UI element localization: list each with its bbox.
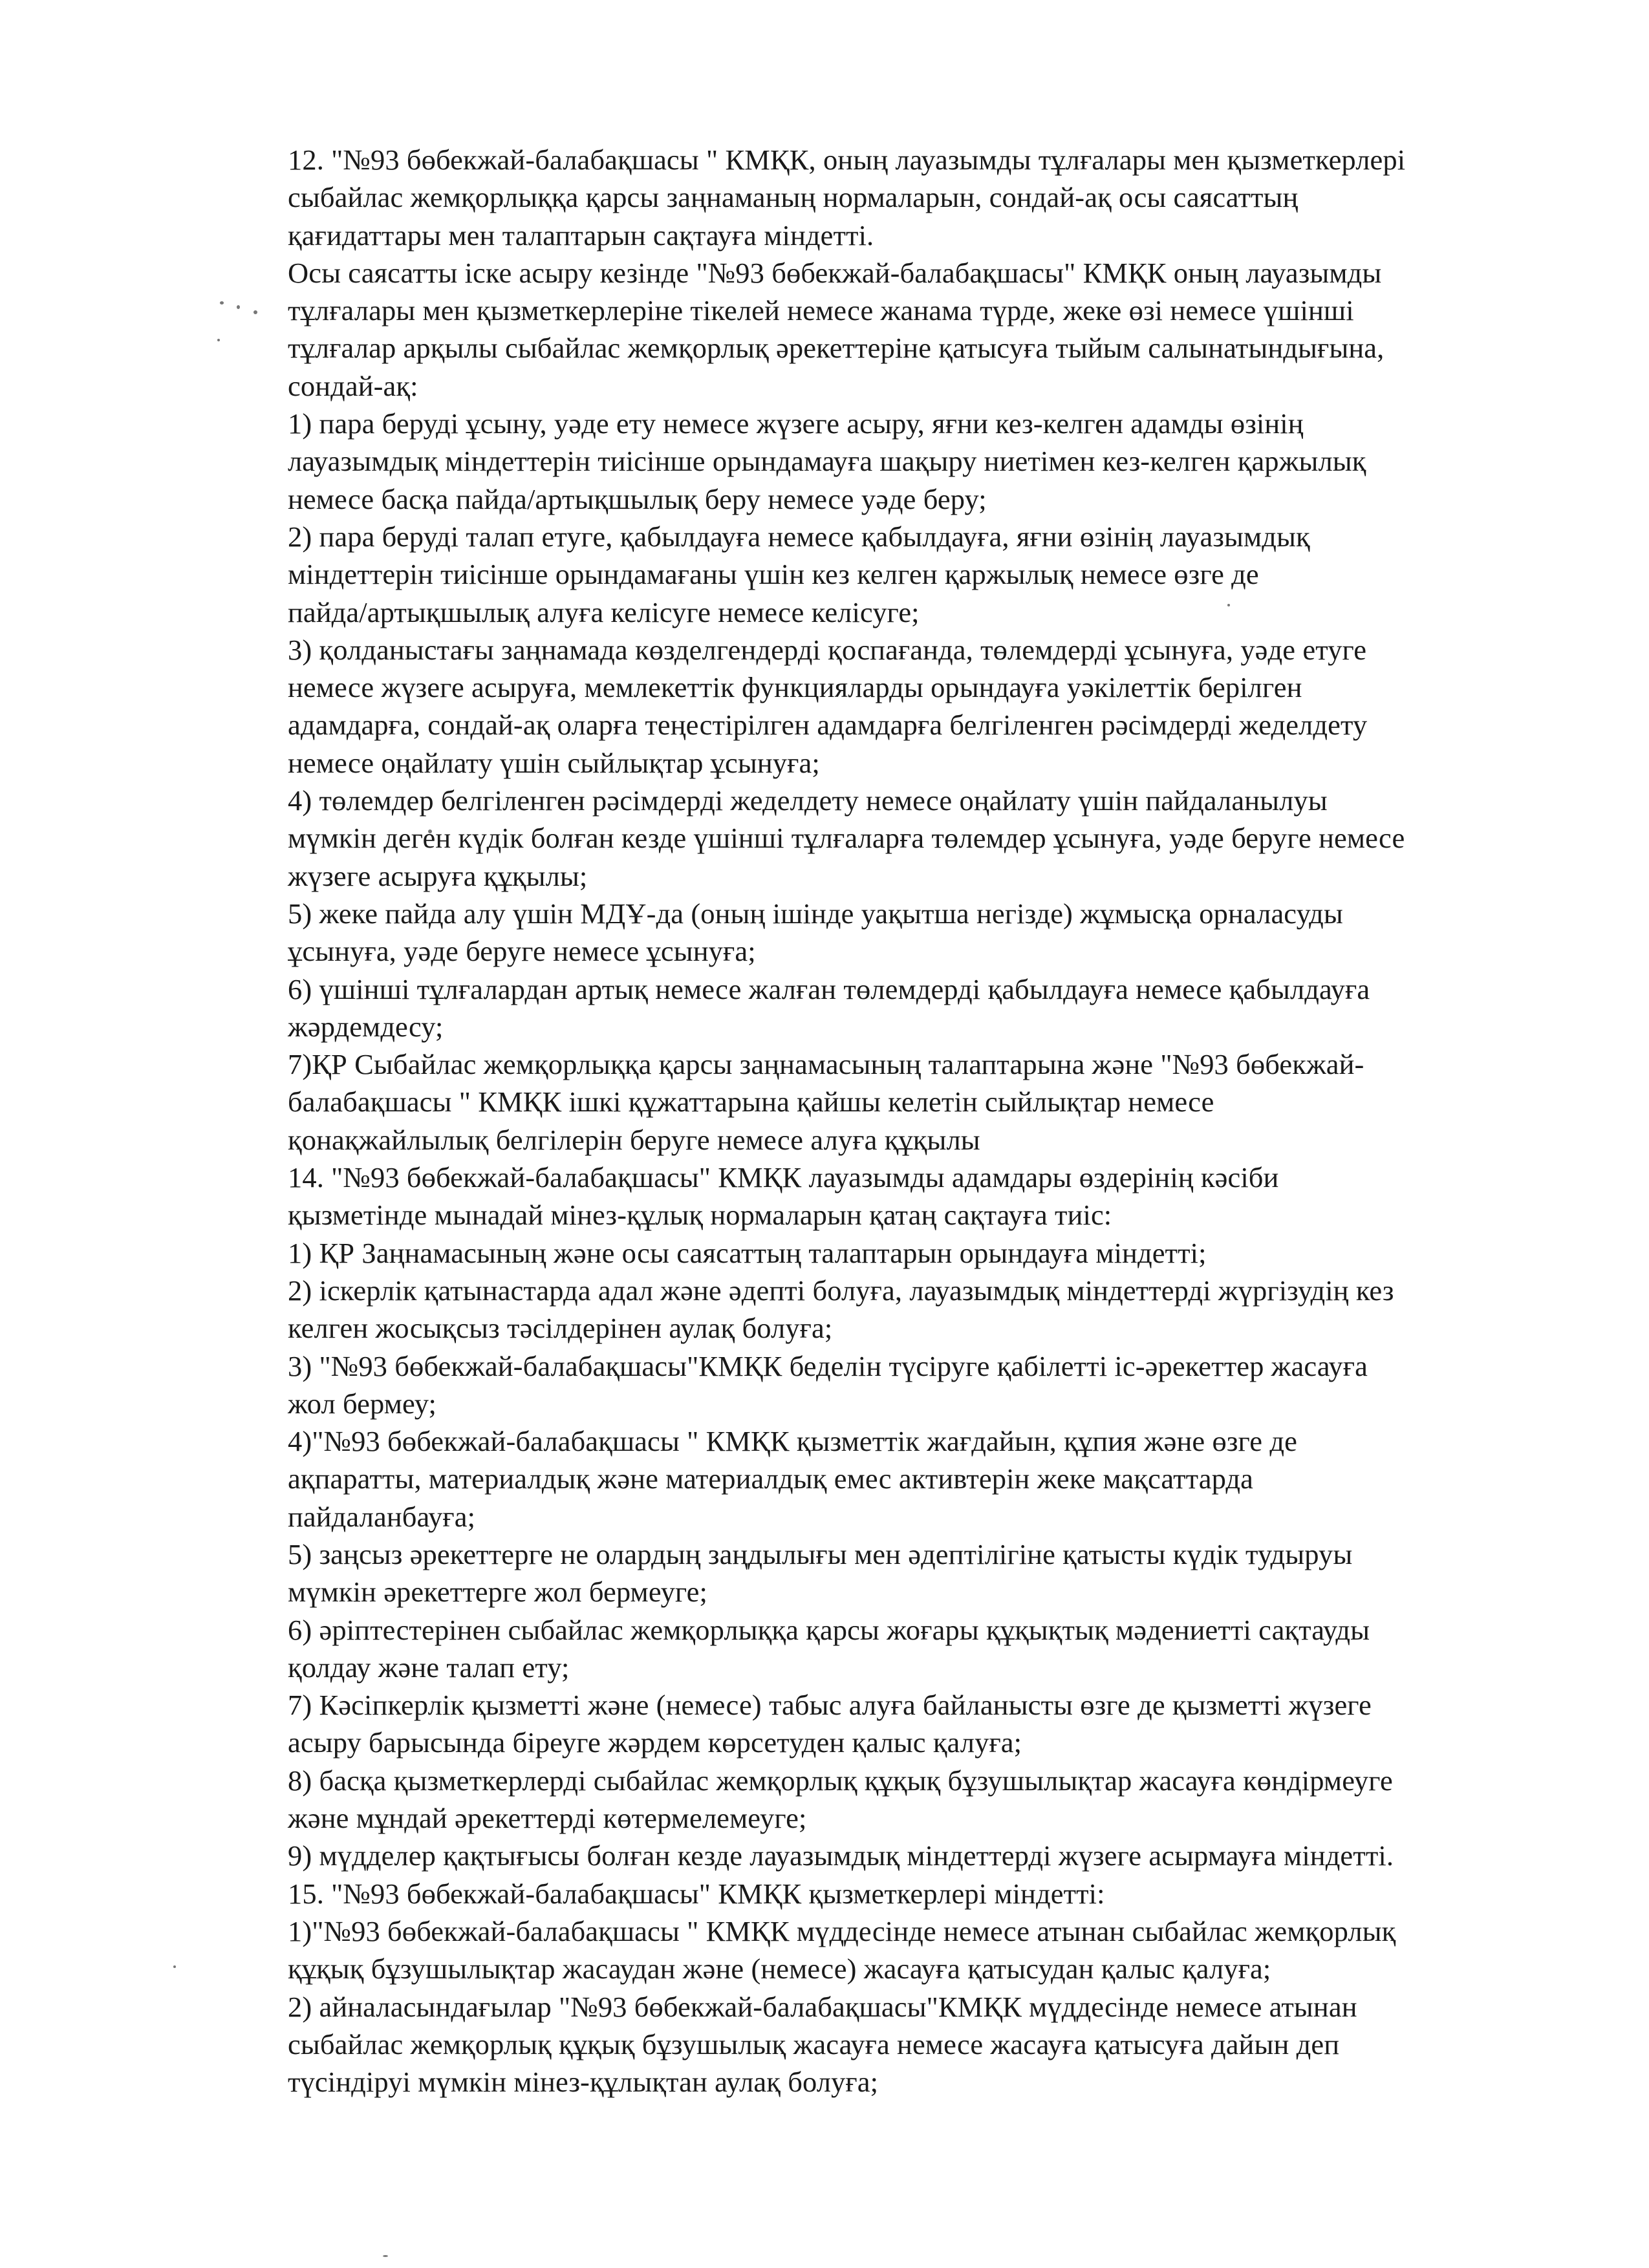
text-line: 1) пара беруді ұсыну, уәде ету немесе жүзеге асыру, яғни кез-келген адамды өзінің [288, 407, 1304, 440]
text-line: түсіндіруі мүмкін мінез-құлықтан аулақ болуға; [288, 2066, 879, 2099]
text-line: 9) мүдделер қақтығысы болған кезде лауазымдық міндеттерді жүзеге асырмауға міндетті. [288, 1839, 1394, 1872]
scan-speck [217, 339, 220, 341]
text-line: пайдаланбауға; [288, 1500, 476, 1533]
text-line: 14. "№93 бөбекжай-балабақшасы" КМҚК лауазымды адамдары өздерінің кәсіби [288, 1161, 1279, 1194]
text-line: балабақшасы " КМҚК ішкі құжаттарына қайшы келетін сыйлықтар немесе [288, 1086, 1214, 1118]
text-line: мүмкін әрекеттерге жол бермеуге; [288, 1576, 707, 1609]
document-body [288, 141, 1575, 2101]
text-line: адамдарға, сондай-ақ оларға теңестірілген адамдарға белгіленген рәсімдерді жеделдету [288, 709, 1368, 742]
text-line: 12. "№93 бөбекжай-балабақшасы " КМҚК, оның лауазымды тұлғалары мен қызметкерлері [288, 144, 1406, 176]
text-line: және мұндай әрекеттерді көтермелемеуге; [288, 1802, 807, 1835]
text-line: 1)"№93 бөбекжай-балабақшасы " КМҚК мүддесінде немесе атынан сыбайлас жемқорлық [288, 1914, 1396, 1947]
text-line: 8) басқа қызметкерлерді сыбайлас жемқорлық құқық бұзушылықтар жасауға көндірмеуге [288, 1764, 1393, 1797]
text-line: қызметінде мынадай мінез-құлық нормаларын қатаң сақтауға тиіс: [288, 1199, 1112, 1232]
text-line: міндеттерін тиісінше орындамағаны үшін кез келген қаржылық немесе өзге де [288, 558, 1259, 591]
scan-speck [383, 2255, 388, 2257]
text-line: ақпаратты, материалдық және материалдық емес активтерін жеке мақсаттарда [288, 1462, 1253, 1495]
text-line: қолдау және талап ету; [288, 1651, 570, 1684]
text-line: тұлғалары мен қызметкерлеріне тікелей немесе жанама түрде, жеке өзі немесе үшінші [288, 294, 1354, 327]
text-line: лауазымдық міндеттерін тиісінше орындамауға шақыру ниетімен кез-келген қаржылық [288, 445, 1366, 478]
text-line: немесе оңайлату үшін сыйлықтар ұсынуға; [288, 746, 820, 779]
scan-speck [253, 310, 257, 314]
text-line: асыру барысында біреуге жәрдем көрсетуден қалыс қалуға; [288, 1726, 1022, 1759]
text-line: Осы саясатты іске асыру кезінде "№93 бөбекжай-балабақшасы" КМҚК оның лауазымды [288, 256, 1382, 289]
text-line: 15. "№93 бөбекжай-балабақшасы" КМҚК қызметкерлері міндетті: [288, 1877, 1105, 1910]
text-line: жәрдемдесу; [288, 1010, 444, 1043]
text-line: сыбайлас жемқорлық құқық бұзушылық жасауға немесе жасауға қатысуға дайын деп [288, 2027, 1340, 2060]
text-line: жол бермеу; [288, 1387, 436, 1420]
text-line: келген жосықсыз тәсілдерінен аулақ болуға; [288, 1312, 833, 1345]
text-line: қонақжайлылық белгілерін беруге немесе алуға құқылы [288, 1123, 980, 1156]
text-line: 2) іскерлік қатынастарда адал және әдепті болуға, лауазымдық міндеттерді жүргізудің кез [288, 1274, 1394, 1307]
scan-speck [220, 301, 224, 305]
text-line: 3) қолданыстағы заңнамада көзделгендерді қоспағанда, төлемдерді ұсынуға, уәде етуге [288, 633, 1367, 666]
text-line: ұсынуға, уәде беруге немесе ұсынуға; [288, 935, 756, 968]
text-line: қағидаттары мен талаптарын сақтауға міндетті. [288, 219, 874, 251]
text-line: сыбайлас жемқорлыққа қарсы заңнаманың нормаларын, сондай-ақ осы саясаттың [288, 181, 1299, 214]
scan-speck [237, 305, 240, 309]
text-line: сондай-ақ: [288, 369, 418, 402]
text-line: 5) заңсыз әрекеттерге не олардың заңдылығы мен әдептілігіне қатысты күдік тудыруы [288, 1537, 1353, 1570]
text-line: 7) Кәсіпкерлік қызметті және (немесе) табыс алуға байланысты өзге де қызметті жүзеге [288, 1689, 1372, 1722]
text-line: 6) үшінші тұлғалардан артық немесе жалған төлемдерді қабылдауға немесе қабылдауға [288, 972, 1370, 1005]
text-line: немесе жүзеге асыруға, мемлекеттік функцияларды орындауға уәкілеттік берілген [288, 671, 1302, 704]
text-line: құқық бұзушылықтар жасаудан және (немесе) жасауға қатысудан қалыс қалуға; [288, 1952, 1271, 1985]
text-line: 3) "№93 бөбекжай-балабақшасы"КМҚК беделін түсіруге қабілетті іс-әрекеттер жасауға [288, 1349, 1368, 1382]
text-line: 2) пара беруді талап етуге, қабылдауға немесе қабылдауға, яғни өзінің лауазымдық [288, 520, 1310, 553]
text-line: мүмкін деген күдік болған кезде үшінші тұлғаларға төлемдер ұсынуға, уәде беруге немесе [288, 822, 1405, 855]
scan-speck [173, 1965, 176, 1968]
text-line: 5) жеке пайда алу үшін МДҰ-да (оның ішінде уақытша негізде) жұмысқа орналасуды [288, 897, 1343, 930]
text-line: 2) айналасындағылар "№93 бөбекжай-балабақшасы"КМҚК мүддесінде немесе атынан [288, 1990, 1357, 2023]
text-line: 1) ҚР Заңнамасының және осы саясаттың талаптарын орындауға міндетті; [288, 1236, 1207, 1269]
text-line: пайда/артықшылық алуға келісуге немесе келісуге; [288, 595, 920, 628]
text-line: 7)ҚР Сыбайлас жемқорлыққа қарсы заңнамасының талаптарына және "№93 бөбекжай- [288, 1048, 1364, 1081]
text-line: жүзеге асыруға құқылы; [288, 859, 588, 892]
text-line: тұлғалар арқылы сыбайлас жемқорлық әрекеттеріне қатысуға тыйым салынатындығына, [288, 332, 1385, 365]
text-line: немесе басқа пайда/артықшылық беру немесе уәде беру; [288, 482, 987, 515]
text-line: 6) әріптестерінен сыбайлас жемқорлыққа қарсы жоғары құқықтық мәдениетті сақтауды [288, 1613, 1370, 1646]
text-line: 4)"№93 бөбекжай-балабақшасы " КМҚК қызметтік жағдайын, құпия және өзге де [288, 1425, 1297, 1458]
text-line: 4) төлемдер белгіленген рәсімдерді жеделдету немесе оңайлату үшін пайдаланылуы [288, 784, 1328, 817]
